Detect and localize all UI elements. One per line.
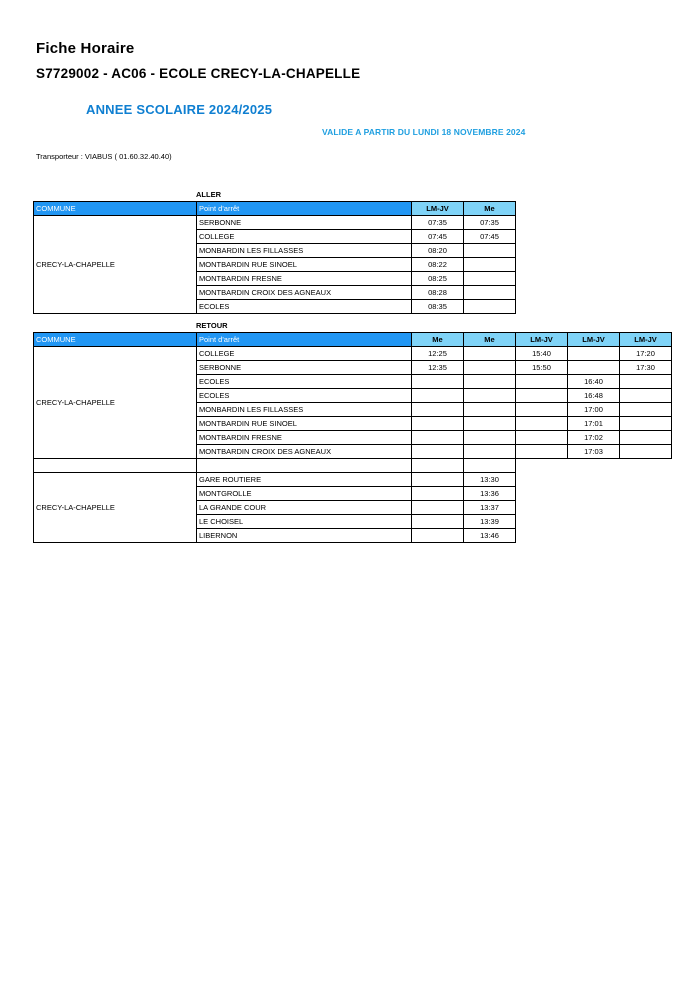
table-row	[34, 473, 672, 487]
spacer-cell	[464, 459, 516, 473]
cell-stop: MONBARDIN LES FILLASSES	[197, 403, 412, 417]
carrier-label: Transporteur : VIABUS ( 01.60.32.40.40)	[36, 152, 172, 161]
table-header-row	[34, 333, 672, 347]
cell-time: 13:39	[464, 515, 516, 529]
column-header-service-1: LM-JV	[412, 202, 464, 216]
cell-time	[464, 244, 516, 258]
spacer-cell	[620, 459, 672, 473]
cell-stop: MONTGROLLE	[197, 487, 412, 501]
cell-time	[412, 501, 464, 515]
cell-stop: ECOLES	[197, 300, 412, 314]
column-header-commune: COMMUNE	[34, 333, 197, 347]
cell-commune: CRECY-LA-CHAPELLE	[34, 216, 197, 314]
cell-stop: SERBONNE	[197, 361, 412, 375]
cell-empty	[568, 501, 620, 515]
cell-empty	[620, 515, 672, 529]
cell-time	[464, 286, 516, 300]
cell-time	[516, 431, 568, 445]
cell-stop: ECOLES	[197, 375, 412, 389]
cell-stop: COLLEGE	[197, 230, 412, 244]
cell-time	[412, 389, 464, 403]
cell-stop: MONBARDIN LES FILLASSES	[197, 244, 412, 258]
column-header-service-5: LM-JV	[620, 333, 672, 347]
spacer-cell	[568, 459, 620, 473]
column-header-service-2: Me	[464, 202, 516, 216]
cell-empty	[568, 473, 620, 487]
cell-time	[620, 445, 672, 459]
cell-time	[620, 375, 672, 389]
table-spacer-row	[34, 459, 672, 473]
cell-time: 12:35	[412, 361, 464, 375]
cell-time: 08:20	[412, 244, 464, 258]
cell-time: 17:00	[568, 403, 620, 417]
cell-time	[620, 417, 672, 431]
cell-empty	[568, 487, 620, 501]
cell-time	[412, 487, 464, 501]
table-row	[34, 347, 672, 361]
cell-time	[568, 347, 620, 361]
school-year-label: ANNEE SCOLAIRE 2024/2025	[86, 102, 273, 117]
cell-time: 07:45	[412, 230, 464, 244]
page-title: Fiche Horaire	[36, 40, 135, 57]
cell-stop: SERBONNE	[197, 216, 412, 230]
timetable-aller	[33, 201, 516, 314]
cell-time	[464, 258, 516, 272]
cell-time: 07:35	[412, 216, 464, 230]
cell-time: 15:40	[516, 347, 568, 361]
cell-time: 08:35	[412, 300, 464, 314]
cell-stop: LE CHOISEL	[197, 515, 412, 529]
cell-time: 08:25	[412, 272, 464, 286]
line-code-title: S7729002 - AC06 - ECOLE CRECY-LA-CHAPELLE	[36, 66, 361, 81]
cell-time: 08:28	[412, 286, 464, 300]
cell-empty	[568, 529, 620, 543]
cell-time: 17:03	[568, 445, 620, 459]
cell-time	[412, 417, 464, 431]
column-header-stop: Point d'arrêt	[197, 333, 412, 347]
cell-time	[516, 375, 568, 389]
cell-time: 17:30	[620, 361, 672, 375]
cell-time	[464, 431, 516, 445]
cell-empty	[516, 501, 568, 515]
timetable-retour	[33, 332, 672, 543]
cell-time	[568, 361, 620, 375]
cell-stop: GARE ROUTIERE	[197, 473, 412, 487]
cell-time: 15:50	[516, 361, 568, 375]
column-header-service-3: LM-JV	[516, 333, 568, 347]
cell-time	[464, 389, 516, 403]
section-label-retour: RETOUR	[196, 321, 228, 330]
cell-commune: CRECY-LA-CHAPELLE	[34, 473, 197, 543]
section-label-aller: ALLER	[196, 190, 221, 199]
cell-time	[516, 389, 568, 403]
cell-time	[412, 473, 464, 487]
cell-time	[516, 417, 568, 431]
cell-empty	[516, 515, 568, 529]
cell-time	[620, 389, 672, 403]
spacer-cell	[412, 459, 464, 473]
cell-stop: MONTBARDIN CROIX DES AGNEAUX	[197, 286, 412, 300]
cell-time	[412, 529, 464, 543]
column-header-service-2: Me	[464, 333, 516, 347]
cell-time	[412, 515, 464, 529]
cell-time: 12:25	[412, 347, 464, 361]
column-header-commune: COMMUNE	[34, 202, 197, 216]
cell-time	[516, 403, 568, 417]
cell-time	[620, 431, 672, 445]
cell-time	[464, 272, 516, 286]
cell-time	[412, 445, 464, 459]
cell-empty	[620, 487, 672, 501]
column-header-service-1: Me	[412, 333, 464, 347]
cell-stop: MONTBARDIN FRESNE	[197, 431, 412, 445]
cell-time: 13:36	[464, 487, 516, 501]
cell-time	[464, 445, 516, 459]
cell-time	[620, 403, 672, 417]
cell-empty	[516, 473, 568, 487]
cell-time	[464, 403, 516, 417]
table-header-row	[34, 202, 516, 216]
cell-commune: CRECY-LA-CHAPELLE	[34, 347, 197, 459]
cell-stop: LA GRANDE COUR	[197, 501, 412, 515]
cell-time	[464, 375, 516, 389]
cell-time: 17:02	[568, 431, 620, 445]
cell-time	[464, 417, 516, 431]
cell-empty	[620, 501, 672, 515]
cell-time	[412, 375, 464, 389]
cell-empty	[620, 473, 672, 487]
cell-stop: ECOLES	[197, 389, 412, 403]
cell-time: 13:46	[464, 529, 516, 543]
cell-time: 08:22	[412, 258, 464, 272]
cell-time	[516, 445, 568, 459]
cell-time	[464, 347, 516, 361]
cell-time: 17:01	[568, 417, 620, 431]
cell-stop: MONTBARDIN RUE SINOEL	[197, 258, 412, 272]
cell-time: 16:40	[568, 375, 620, 389]
spacer-cell	[197, 459, 412, 473]
spacer-cell	[516, 459, 568, 473]
cell-stop: COLLEGE	[197, 347, 412, 361]
table-row	[34, 216, 516, 230]
cell-stop: MONTBARDIN RUE SINOEL	[197, 417, 412, 431]
cell-time	[412, 431, 464, 445]
cell-empty	[568, 515, 620, 529]
cell-time	[464, 361, 516, 375]
spacer-cell	[34, 459, 197, 473]
column-header-service-4: LM-JV	[568, 333, 620, 347]
valid-from-label: VALIDE A PARTIR DU LUNDI 18 NOVEMBRE 2024	[322, 127, 526, 137]
cell-time: 17:20	[620, 347, 672, 361]
cell-time	[412, 403, 464, 417]
cell-stop: MONTBARDIN CROIX DES AGNEAUX	[197, 445, 412, 459]
cell-time: 07:35	[464, 216, 516, 230]
column-header-stop: Point d'arrêt	[197, 202, 412, 216]
cell-stop: LIBERNON	[197, 529, 412, 543]
cell-empty	[516, 487, 568, 501]
cell-empty	[516, 529, 568, 543]
cell-time: 16:48	[568, 389, 620, 403]
cell-stop: MONTBARDIN FRESNE	[197, 272, 412, 286]
cell-time	[464, 300, 516, 314]
cell-empty	[620, 529, 672, 543]
cell-time: 13:30	[464, 473, 516, 487]
cell-time: 13:37	[464, 501, 516, 515]
cell-time: 07:45	[464, 230, 516, 244]
